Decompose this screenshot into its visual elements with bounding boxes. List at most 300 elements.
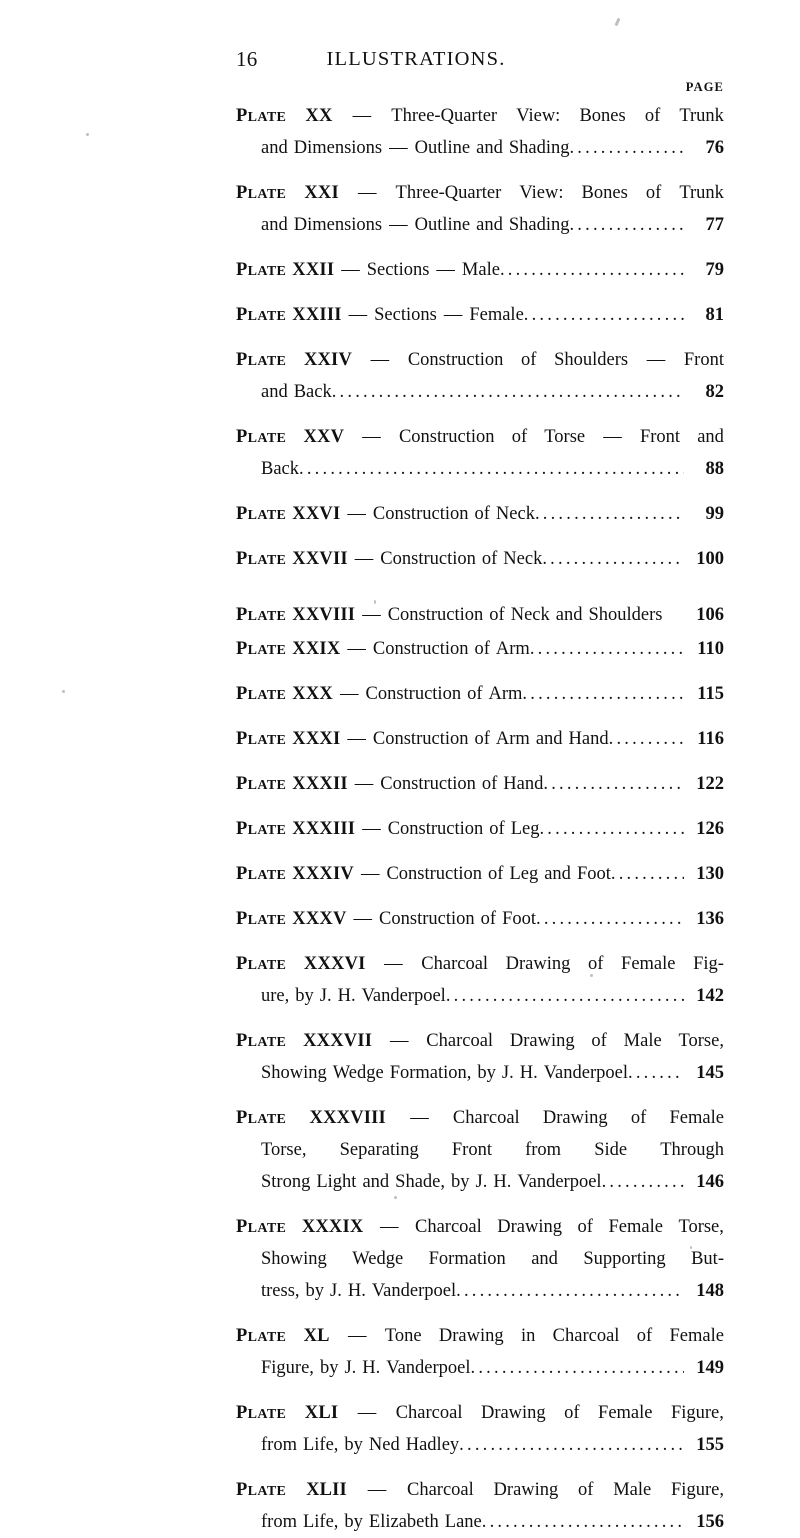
entry-page-number[interactable]: 81 (705, 305, 724, 325)
title-word: J. (319, 986, 332, 1006)
plate-numeral: XXX (292, 684, 333, 704)
entry-line (236, 344, 724, 376)
plate-numeral: XXXII (292, 774, 348, 794)
title-word: Wedge (332, 1063, 384, 1083)
title-word: Three-Quarter (395, 183, 502, 203)
em-dash: — (443, 305, 463, 325)
title-word: But- (691, 1249, 724, 1269)
entry-page-number[interactable]: 116 (697, 729, 724, 749)
entry-page-number[interactable]: 122 (696, 774, 724, 794)
title-word: of (591, 1031, 607, 1051)
title-word: ure, (261, 986, 290, 1006)
entry-line (261, 1166, 724, 1198)
em-dash: — (348, 305, 368, 325)
title-word: and (531, 1249, 558, 1269)
title-word: Separating (339, 1140, 419, 1160)
title-word: J. (344, 1358, 357, 1378)
entry-line (236, 678, 724, 710)
illustration-entry[interactable] (236, 633, 724, 665)
illustration-entry[interactable] (236, 344, 724, 408)
entry-line (236, 421, 724, 453)
title-word: Construction (379, 909, 475, 929)
em-dash: — (357, 1403, 377, 1423)
plate-label: PLATE (236, 1326, 287, 1346)
title-word: Female (598, 1403, 653, 1423)
title-word: Formation, (389, 1063, 472, 1083)
em-dash: — (646, 350, 666, 370)
title-word: Vanderpoel (517, 1172, 602, 1192)
title-word: by (295, 986, 314, 1006)
title-word: from (525, 1140, 562, 1160)
em-dash: — (360, 864, 380, 884)
entry-line-text (236, 768, 543, 802)
plate-numeral: XLI (304, 1403, 339, 1423)
entry-line (261, 376, 724, 408)
entry-page-number[interactable]: 76 (705, 138, 724, 158)
dot-leader (539, 813, 684, 845)
entry-line (236, 498, 724, 530)
title-word: by (451, 1172, 470, 1192)
entry-page-number[interactable]: 115 (697, 684, 724, 704)
illustration-entry[interactable] (236, 678, 724, 710)
title-word: Torse, (261, 1140, 307, 1160)
plate-label: PLATE (236, 819, 287, 839)
dot-leader (471, 1352, 684, 1384)
dot-leader (530, 633, 684, 665)
plate-numeral: XXVIII (292, 605, 356, 625)
dot-leader (459, 1429, 684, 1461)
entry-line (261, 1243, 724, 1275)
plate-numeral: XXVI (292, 504, 341, 524)
entry-line-text (236, 543, 542, 577)
em-dash: — (354, 549, 374, 569)
title-word: Construction (372, 639, 469, 659)
title-word: Construction (372, 504, 469, 524)
scan-speck (690, 1246, 692, 1249)
title-word: Showing (261, 1249, 327, 1269)
title-word: Shading (508, 215, 570, 235)
entry-line (261, 1352, 724, 1384)
entry-line (236, 1474, 724, 1506)
illustration-entry[interactable] (236, 1474, 724, 1538)
title-word: Front (639, 427, 681, 447)
entry-line (261, 1134, 724, 1166)
em-dash: — (362, 605, 381, 625)
title-word: Front (451, 1140, 492, 1160)
entry-line-text (236, 254, 500, 288)
title-word: Charcoal (552, 1326, 620, 1346)
plate-label: PLATE (236, 504, 287, 524)
title-word: Male (613, 1480, 652, 1500)
title-word: View: (516, 106, 561, 126)
dot-leader (524, 299, 684, 331)
entry-page-number[interactable]: 79 (705, 260, 724, 280)
title-word: of (488, 864, 504, 884)
plate-numeral: XXXVIII (309, 1108, 386, 1128)
title-word: of (521, 350, 537, 370)
title-word: of (474, 729, 490, 749)
entry-page-number[interactable]: 136 (696, 909, 724, 929)
em-dash: — (410, 1108, 429, 1128)
page-column-header: PAGE (685, 80, 724, 94)
illustration-entry[interactable] (236, 177, 724, 241)
illustration-entry[interactable] (236, 299, 724, 331)
entry-line (261, 453, 724, 485)
title-word: Arm (488, 684, 523, 704)
em-dash: — (379, 1217, 399, 1237)
entry-line-text (261, 1166, 602, 1198)
plate-label: PLATE (236, 864, 287, 884)
title-word: Formation (428, 1249, 506, 1269)
em-dash: — (339, 684, 359, 704)
entry-line (261, 980, 724, 1012)
title-word: Torse, (678, 1217, 724, 1237)
entry-line (236, 633, 724, 665)
title-word: Through (660, 1140, 724, 1160)
title-word: Hand (503, 774, 544, 794)
title-word: Drawing (438, 1326, 504, 1346)
entry-line-text (236, 299, 524, 333)
entry-line (236, 543, 724, 575)
entry-line (236, 1320, 724, 1352)
title-word: Drawing (542, 1108, 608, 1128)
title-word: Charcoal (407, 1480, 474, 1500)
illustration-entry[interactable] (236, 1102, 724, 1198)
plate-label: PLATE (236, 639, 287, 659)
em-dash: — (348, 1326, 367, 1346)
title-word: of (480, 909, 497, 929)
title-word: Female (669, 1108, 724, 1128)
entry-page-number[interactable]: 149 (696, 1358, 724, 1378)
title-word: in (520, 1326, 536, 1346)
em-dash: — (436, 260, 455, 280)
entry-line (236, 1025, 724, 1057)
title-word: Torse (544, 427, 586, 447)
title-word: of (645, 183, 662, 203)
entry-line (236, 1211, 724, 1243)
title-word: Hadley (405, 1435, 460, 1455)
entry-line (261, 132, 724, 164)
entry-page-number[interactable]: 155 (696, 1435, 724, 1455)
title-word: of (489, 605, 505, 625)
title-word: and (476, 138, 503, 158)
em-dash: — (362, 819, 381, 839)
title-word: Construction (380, 774, 476, 794)
title-word: Female (621, 954, 676, 974)
plate-numeral: XXV (303, 427, 345, 447)
entry-line (236, 177, 724, 209)
title-word: Figure, (670, 1403, 724, 1423)
entry-line (236, 768, 724, 800)
scan-speck (590, 974, 593, 977)
entry-page-number[interactable]: 146 (696, 1172, 724, 1192)
plate-label: PLATE (236, 106, 287, 126)
title-word: of (630, 1108, 647, 1128)
title-word: Torse, (678, 1031, 724, 1051)
entry-line-text (261, 209, 569, 241)
em-dash: — (347, 729, 366, 749)
title-word: Foot (576, 864, 611, 884)
entry-line-text (236, 903, 536, 937)
title-word: and (261, 382, 288, 402)
plate-numeral: XXVII (292, 549, 348, 569)
scan-speck (374, 600, 376, 604)
em-dash: — (370, 350, 390, 370)
entry-line (236, 100, 724, 132)
entry-line-text (236, 498, 535, 532)
dot-leader (482, 1506, 684, 1538)
entry-line-text (236, 678, 522, 712)
title-word: of (577, 1217, 593, 1237)
title-word: by (319, 1358, 339, 1378)
title-word: Strong (261, 1172, 311, 1192)
illustration-entry[interactable] (236, 813, 724, 845)
title-word: Construction (398, 427, 495, 447)
title-word: Back (293, 382, 332, 402)
dot-leader (611, 858, 684, 890)
title-word: and (697, 427, 724, 447)
title-word: of (474, 639, 490, 659)
title-word: Neck (495, 504, 535, 524)
plate-label: PLATE (236, 427, 287, 447)
entry-line (236, 254, 724, 286)
title-word: Construction (372, 729, 469, 749)
plate-numeral: XXIX (292, 639, 341, 659)
dot-leader (456, 1275, 684, 1307)
entry-line (236, 299, 724, 331)
title-word: H. (362, 1358, 381, 1378)
entry-page-number[interactable]: 100 (696, 549, 724, 569)
illustration-entry[interactable] (236, 768, 724, 800)
title-word: Three-Quarter (391, 106, 498, 126)
em-dash: — (352, 106, 372, 126)
dot-leader (569, 132, 684, 164)
entry-line (261, 1506, 724, 1538)
entry-page-number[interactable]: 110 (697, 639, 724, 659)
em-dash: — (603, 427, 622, 447)
em-dash: — (389, 1031, 409, 1051)
entry-page-number[interactable]: 82 (705, 382, 724, 402)
entry-line (261, 1275, 724, 1307)
title-word: Construction (407, 350, 504, 370)
entry-page-number[interactable]: 142 (696, 986, 724, 1006)
entry-line-text (236, 858, 611, 892)
title-word: Life, (302, 1435, 339, 1455)
em-dash: — (384, 954, 403, 974)
title-word: and (544, 864, 571, 884)
title-word: Arm (495, 729, 530, 749)
plate-numeral: XXXVI (303, 954, 366, 974)
entry-page-number[interactable]: 106 (696, 605, 724, 625)
entry-line-text (236, 813, 539, 847)
title-word: Elizabeth (368, 1512, 439, 1532)
entry-line (236, 858, 724, 890)
title-word: and (261, 215, 288, 235)
plate-label: PLATE (236, 774, 287, 794)
scan-speck (62, 690, 65, 693)
title-word: Leg (509, 864, 539, 884)
entry-page-number[interactable]: 99 (705, 504, 724, 524)
title-word: Shade, (395, 1172, 445, 1192)
plate-numeral: XXI (304, 183, 339, 203)
illustration-entry[interactable] (236, 100, 724, 164)
entry-page-number[interactable]: 130 (696, 864, 724, 884)
title-word: and (261, 138, 288, 158)
entry-page-number[interactable]: 126 (696, 819, 724, 839)
title-word: of (588, 954, 604, 974)
plate-numeral: XXXI (292, 729, 341, 749)
entry-page-number[interactable]: 77 (705, 215, 724, 235)
em-dash: — (389, 138, 408, 158)
illustration-entry[interactable] (236, 858, 724, 890)
scan-speck (86, 133, 89, 136)
title-word: Construction (380, 549, 476, 569)
scan-speck (394, 1196, 397, 1199)
illustration-entry[interactable] (236, 723, 724, 755)
title-word: Supporting (583, 1249, 666, 1269)
title-word: Drawing (480, 1403, 546, 1423)
title-word: of (467, 684, 483, 704)
illustration-entry[interactable] (236, 421, 724, 485)
plate-numeral: XXIV (303, 350, 353, 370)
title-word: Female (669, 1326, 724, 1346)
scan-speck (614, 18, 620, 27)
entry-line-text (261, 1352, 471, 1384)
plate-label: PLATE (236, 350, 287, 370)
title-word: Female (608, 1217, 663, 1237)
title-word: Leg (510, 819, 540, 839)
title-word: Trunk (679, 183, 724, 203)
title-word: H. (519, 1063, 538, 1083)
illustration-entry[interactable] (236, 498, 724, 530)
title-word: Drawing (493, 1480, 559, 1500)
plate-label: PLATE (236, 684, 287, 704)
title-word: Wedge (352, 1249, 404, 1269)
dot-leader (332, 376, 684, 408)
plate-label: PLATE (236, 1480, 287, 1500)
title-word: Shoulders (588, 605, 663, 625)
entry-line (236, 1102, 724, 1134)
title-word: and (362, 1172, 390, 1192)
plate-label: PLATE (236, 1403, 287, 1423)
title-word: of (474, 504, 490, 524)
plate-label: PLATE (236, 909, 287, 929)
em-dash: — (362, 427, 381, 447)
plate-label: PLATE (236, 1108, 287, 1128)
title-word: Construction (386, 864, 483, 884)
plate-numeral: XXXIII (292, 819, 356, 839)
dot-leader (602, 1166, 684, 1198)
title-word: of (636, 1326, 653, 1346)
entry-line (261, 1429, 724, 1461)
plate-numeral: XXIII (292, 305, 342, 325)
title-word: Sections (374, 305, 437, 325)
plate-label: PLATE (236, 260, 287, 280)
illustration-entry[interactable] (236, 1397, 724, 1461)
title-word: Tone (384, 1326, 422, 1346)
plate-numeral: XLII (306, 1480, 347, 1500)
entry-line-text (261, 132, 569, 164)
title-word: Showing (261, 1063, 327, 1083)
title-word: Vanderpoel (543, 1063, 628, 1083)
title-word: Ned (368, 1435, 400, 1455)
page-title: ILLUSTRATIONS. (326, 48, 506, 70)
title-word: Charcoal (426, 1031, 494, 1051)
title-word: of (564, 1403, 580, 1423)
entry-line (236, 948, 724, 980)
illustration-entry[interactable] (236, 1025, 724, 1089)
title-word: by (344, 1435, 363, 1455)
title-word: Vanderpoel (371, 1281, 457, 1301)
title-word: Vanderpoel (386, 1358, 471, 1378)
title-word: View: (519, 183, 564, 203)
title-word: Bones (579, 106, 626, 126)
title-word: Light (316, 1172, 357, 1192)
title-word: H. (337, 986, 356, 1006)
list-of-illustrations (236, 100, 724, 1538)
em-dash: — (347, 639, 366, 659)
em-dash: — (347, 504, 366, 524)
title-word: of (644, 106, 661, 126)
title-word: H. (347, 1281, 366, 1301)
title-word: Arm (495, 639, 530, 659)
plate-label: PLATE (236, 1031, 287, 1051)
title-word: Lane (444, 1512, 482, 1532)
title-word: Life, (302, 1512, 339, 1532)
plate-label: PLATE (236, 729, 287, 749)
illustration-entry[interactable] (236, 1320, 724, 1384)
title-word: Neck (503, 549, 543, 569)
title-word: and (555, 605, 583, 625)
dot-leader (569, 209, 684, 241)
title-word: from (261, 1512, 297, 1532)
title-word: Charcoal (395, 1403, 463, 1423)
title-word: of (578, 1480, 594, 1500)
dot-leader (628, 1057, 684, 1089)
plate-numeral: XXII (292, 260, 335, 280)
entry-page-number[interactable]: 145 (696, 1063, 724, 1083)
title-word: Construction (387, 819, 484, 839)
entry-page-number[interactable]: 148 (696, 1281, 724, 1301)
illustration-entry[interactable] (236, 948, 724, 1012)
dot-leader (543, 768, 684, 800)
title-word: of (489, 819, 505, 839)
illustration-entry[interactable] (236, 903, 724, 935)
plate-label: PLATE (236, 183, 287, 203)
illustration-entry[interactable] (236, 543, 724, 575)
title-word: Vanderpoel (361, 986, 446, 1006)
title-word: H. (493, 1172, 512, 1192)
illustration-entry[interactable] (236, 588, 724, 625)
plate-numeral: XL (303, 1326, 330, 1346)
title-word: Drawing (505, 954, 571, 974)
illustration-entry[interactable] (236, 1211, 724, 1307)
title-word: Charcoal (414, 1217, 482, 1237)
title-word: Neck (510, 605, 550, 625)
title-word: Charcoal (452, 1108, 520, 1128)
entry-line (236, 723, 724, 755)
title-word: Side (594, 1140, 628, 1160)
title-word: Back (261, 459, 300, 479)
entry-page-number[interactable]: 88 (705, 459, 724, 479)
dot-leader (536, 903, 684, 935)
title-word: and (535, 729, 563, 749)
entry-line-text (261, 980, 446, 1012)
title-word: of (481, 774, 498, 794)
entry-page-number[interactable]: 156 (696, 1512, 724, 1532)
illustration-entry[interactable] (236, 254, 724, 286)
dot-leader (542, 543, 684, 575)
